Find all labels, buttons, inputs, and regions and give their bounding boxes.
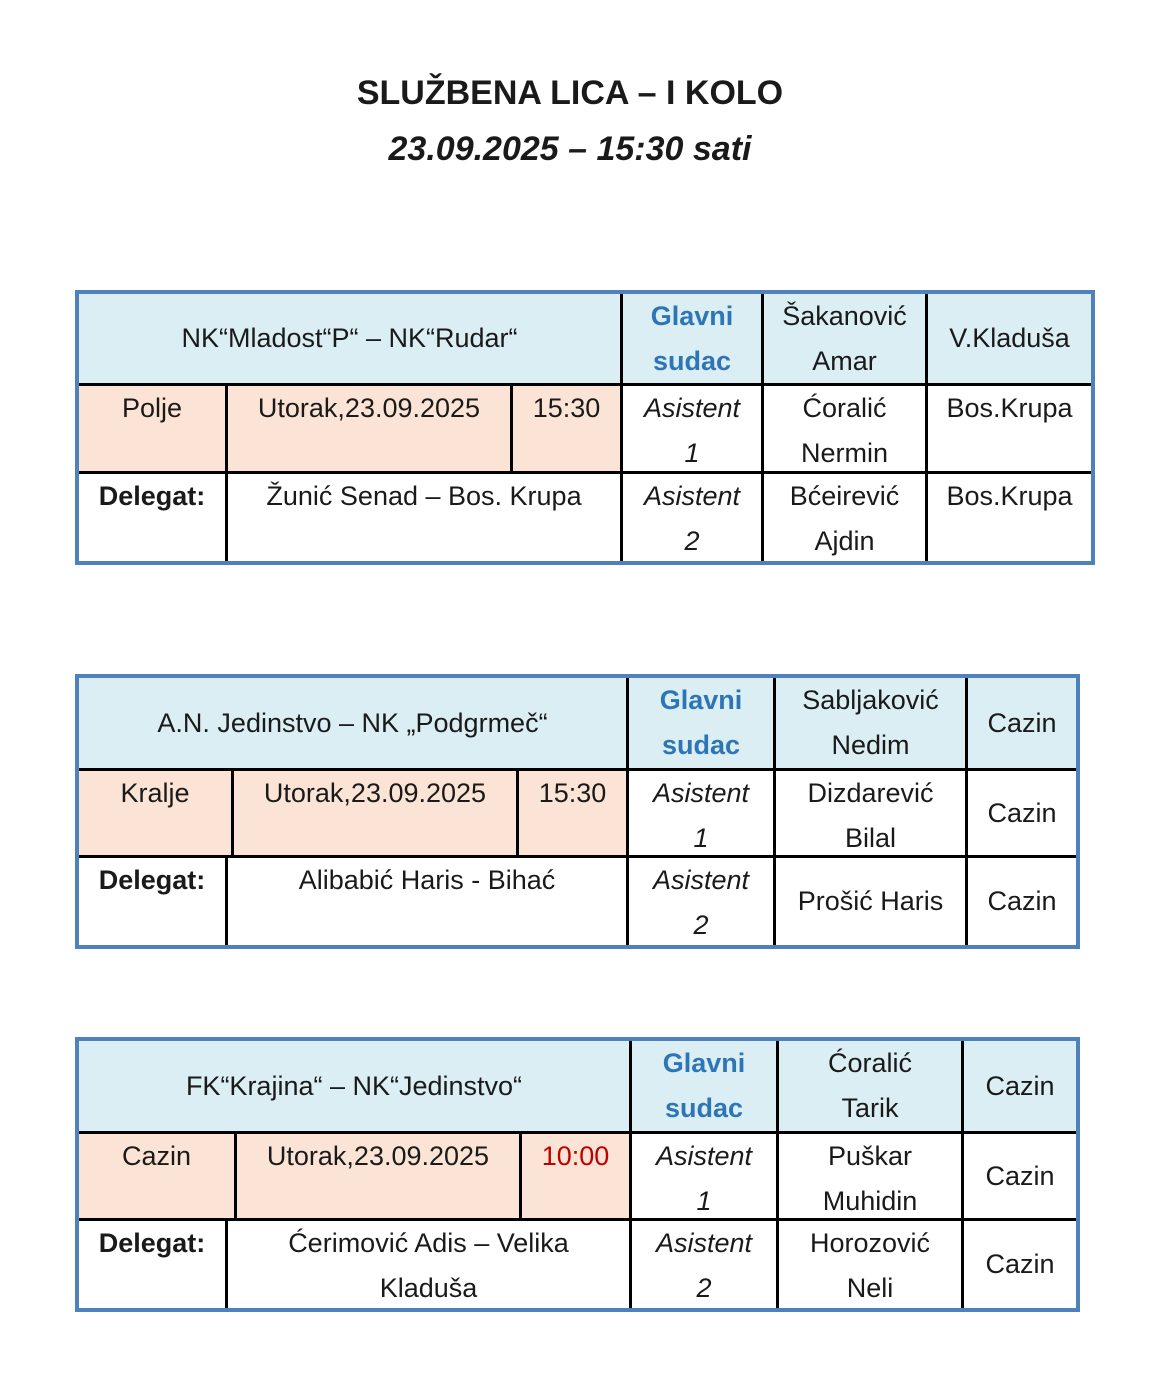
match-table-2 (75, 674, 1080, 949)
assistant2-city: Cazin (965, 858, 1076, 945)
referee-name: Sabljaković Nedim (773, 678, 965, 768)
referee-city: Cazin (965, 678, 1076, 768)
venue: Cazin (79, 1134, 234, 1218)
assistant1-role-label: Asistent 1 (620, 386, 761, 471)
match-header-row (79, 678, 1076, 768)
referee-role-label: Glavni sudac (629, 1041, 776, 1131)
assistant2-city: Bos.Krupa (925, 474, 1091, 561)
referee-role-label: Glavni sudac (620, 294, 761, 383)
match-info-row (79, 1131, 1076, 1218)
assistant1-name: Puškar Muhidin (776, 1134, 961, 1218)
match-teams: A.N. Jedinstvo – NK „Podgrmeč“ (79, 678, 626, 768)
match-date: Utorak,23.09.2025 (234, 1134, 519, 1218)
delegate-name: Žunić Senad – Bos. Krupa (225, 474, 620, 561)
assistant2-role-label: Asistent 2 (620, 474, 761, 561)
match-date: Utorak,23.09.2025 (231, 771, 516, 855)
referee-city: Cazin (961, 1041, 1076, 1131)
match-header-row (79, 294, 1091, 383)
assistant2-name: Prošić Haris (773, 858, 965, 945)
assistant2-role-label: Asistent 2 (626, 858, 773, 945)
page-subtitle: 23.09.2025 – 15:30 sati (388, 130, 752, 168)
referee-role-label: Glavni sudac (626, 678, 773, 768)
match-delegate-row (79, 471, 1091, 561)
match-teams: FK“Krajina“ – NK“Jedinstvo“ (79, 1041, 629, 1131)
venue: Kralje (79, 771, 231, 855)
delegate-label: Delegat: (98, 1228, 206, 1258)
match-time: 15:30 (510, 386, 620, 471)
delegate-name: Ćerimović Adis – Velika Kladuša (225, 1221, 629, 1308)
delegate-label: Delegat: (98, 865, 206, 895)
match-time: 10:00 (519, 1134, 629, 1218)
assistant2-role-label: Asistent 2 (629, 1221, 776, 1308)
assistant1-role-label: Asistent 1 (626, 771, 773, 855)
match-delegate-row (79, 1218, 1076, 1308)
assistant2-name: Bćeirević Ajdin (761, 474, 925, 561)
referee-name: Ćoralić Tarik (776, 1041, 961, 1131)
venue: Polje (79, 386, 225, 471)
match-delegate-row (79, 855, 1076, 945)
match-info-row (79, 383, 1091, 471)
match-teams: NK“Mladost“P“ – NK“Rudar“ (79, 294, 620, 383)
delegate-name: Alibabić Haris - Bihać (225, 858, 626, 945)
match-table-3 (75, 1037, 1080, 1312)
assistant1-city: Cazin (965, 771, 1076, 855)
match-info-row (79, 768, 1076, 855)
referee-city: V.Kladuša (925, 294, 1091, 383)
assistant2-city: Cazin (961, 1221, 1076, 1308)
referee-name: Šakanović Amar (761, 294, 925, 383)
assistant1-role-label: Asistent 1 (629, 1134, 776, 1218)
match-time: 15:30 (516, 771, 626, 855)
assistant2-name: Horozović Neli (776, 1221, 961, 1308)
page-title: SLUŽBENA LICA – I KOLO (356, 74, 784, 112)
assistant1-name: Dizdarević Bilal (773, 771, 965, 855)
assistant1-name: Ćoralić Nermin (761, 386, 925, 471)
assistant1-city: Cazin (961, 1134, 1076, 1218)
assistant1-city: Bos.Krupa (925, 386, 1091, 471)
match-date: Utorak,23.09.2025 (225, 386, 510, 471)
match-table-1 (75, 290, 1095, 565)
match-header-row (79, 1041, 1076, 1131)
delegate-label: Delegat: (98, 481, 206, 511)
